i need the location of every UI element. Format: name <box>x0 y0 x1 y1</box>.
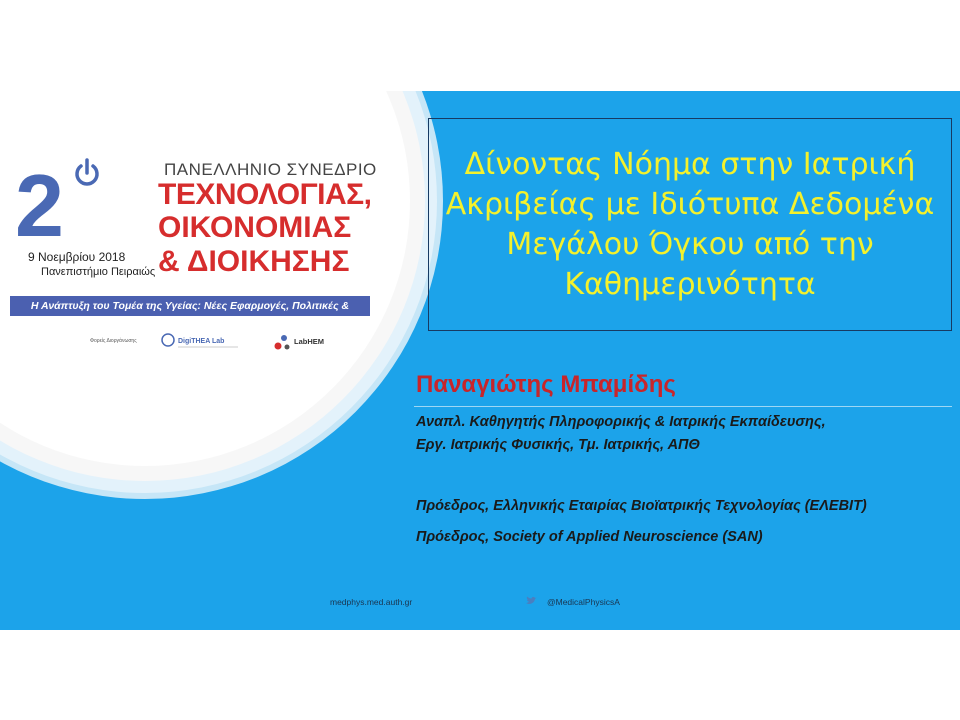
affiliation-line: Αναπλ. Καθηγητής Πληροφορικής & Ιατρικής Εκπαίδευσης, <box>416 414 826 430</box>
svg-text:LabHEM: LabHEM <box>294 337 324 346</box>
title-box <box>428 118 952 331</box>
affiliation-line: Εργ. Ιατρικής Φυσικής, Τμ. Ιατρικής, ΑΠΘ <box>416 437 700 453</box>
logo-conference-line2: ΤΕΧΝΟΛΟΓΙΑΣ, <box>158 178 372 211</box>
logo-conference-line3: ΟΙΚΟΝΟΜΙΑΣ <box>158 211 352 244</box>
sponsor-label: Φορείς Διοργάνωσης <box>90 338 137 344</box>
logo-conference-line4: & ΔΙΟΙΚΗΣΗΣ <box>158 245 350 278</box>
logo-date: 9 Νοεμβρίου 2018 <box>28 250 126 264</box>
affiliation-line: Πρόεδρος, Society of Applied Neuroscience (SAN) <box>416 529 763 545</box>
presentation-title: Δίνοντας Νόημα στην Ιατρική Ακριβείας με Ιδιότυπα Δεδομένα Μεγάλου Όγκου από την Καθημερινότητα <box>445 146 935 302</box>
logo-number: 2 <box>15 156 64 255</box>
twitter-handle[interactable]: @MedicalPhysicsA <box>547 597 620 607</box>
twitter-icon <box>525 596 537 606</box>
divider <box>414 406 952 407</box>
conference-logo <box>0 0 430 400</box>
affiliation-line: Πρόεδρος, Ελληνικής Εταιρίας Βιοϊατρικής Τεχνολογίας (ΕΛΕΒΙΤ) <box>416 498 867 514</box>
logo-conference-line1: ΠΑΝΕΛΛΗΝΙΟ ΣΥΝΕΔΡΙΟ <box>164 160 377 179</box>
power-icon <box>72 157 102 189</box>
website-link[interactable]: medphys.med.auth.gr <box>330 597 413 607</box>
logo-university: Πανεπιστήμιο Πειραιώς <box>41 266 156 278</box>
labhem-logo <box>272 332 342 354</box>
digithea-lab-logo <box>160 332 240 352</box>
presenter-name: Παναγιώτης Μπαμίδης <box>416 371 676 398</box>
logo-banner: Η Ανάπτυξη του Τομέα της Υγείας: Νέες Εφαρμογές, Πολιτικές & Προκλήσεις <box>10 296 370 316</box>
svg-text:DigiTHEA Lab: DigiTHEA Lab <box>178 338 225 345</box>
